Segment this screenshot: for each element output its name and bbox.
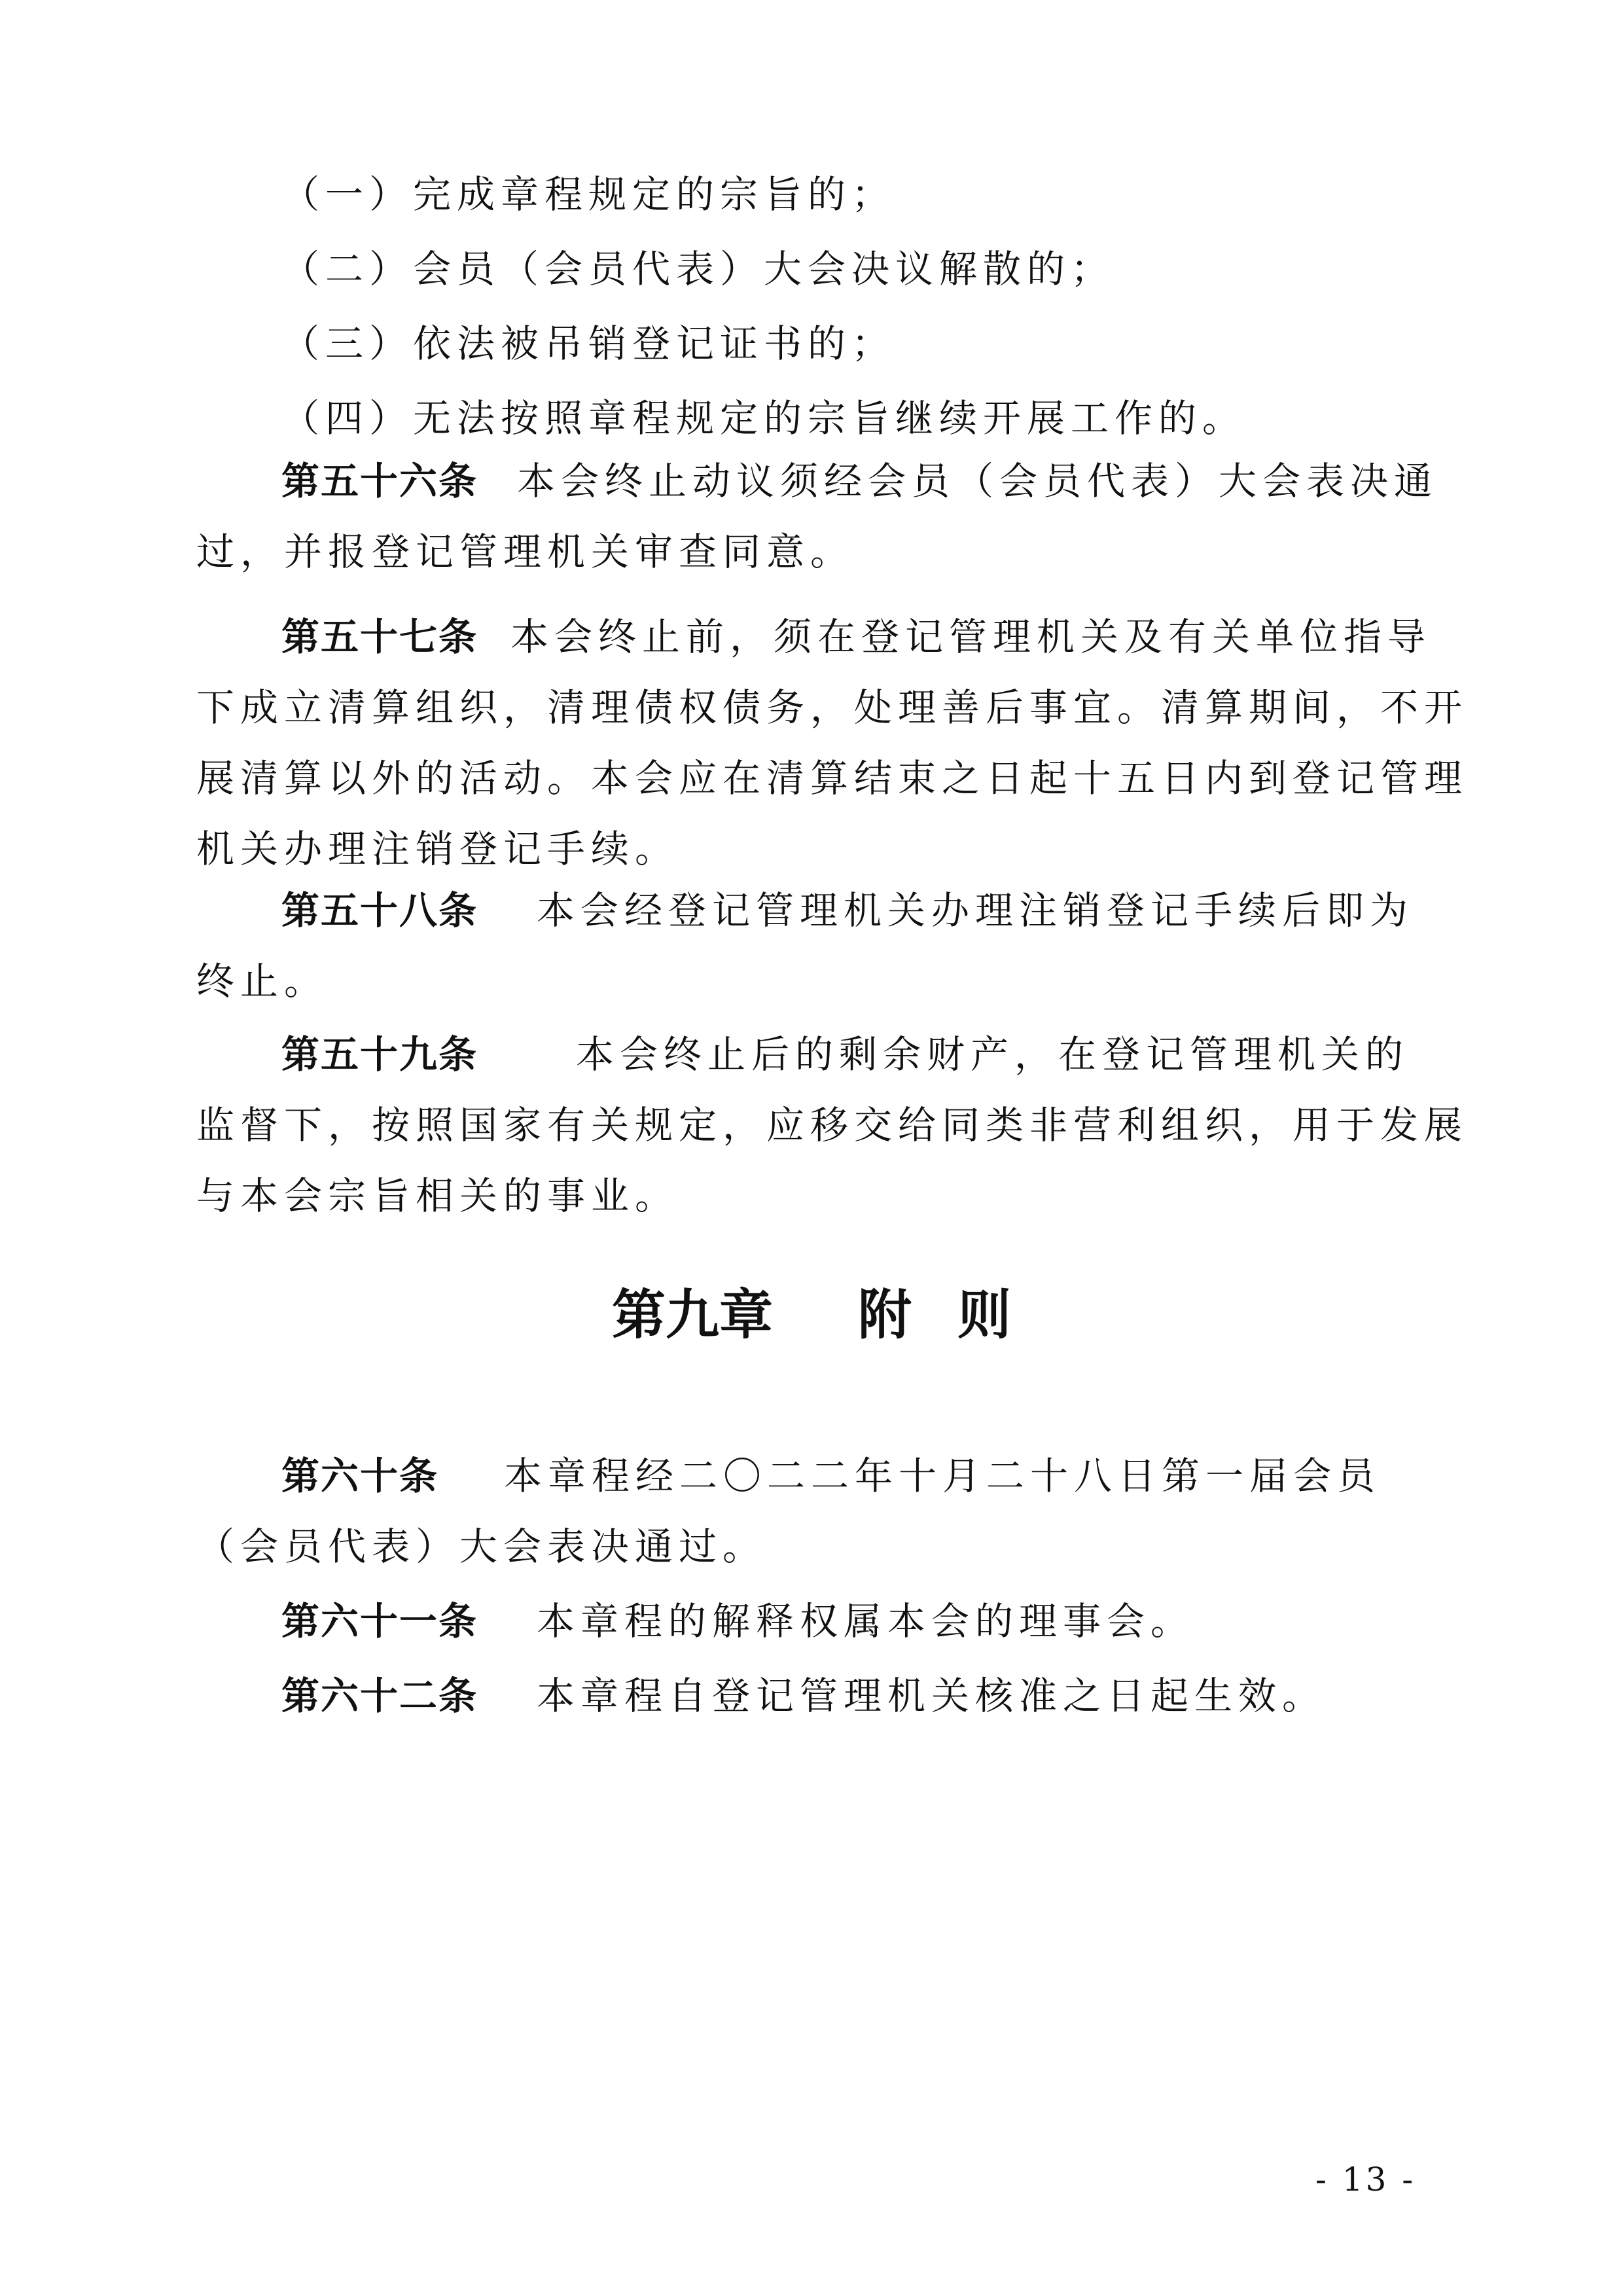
article-text: 本章程自登记管理机关核准之日起生效。 <box>537 1674 1327 1718</box>
article-57-continuation: 下成立清算组织，清理债权债务，处理善后事宜。清算期间，不开 <box>196 685 1469 730</box>
page-number: - 13 - <box>1315 2161 1416 2198</box>
article-58-line <box>281 888 1414 933</box>
article-label: 第五十六条 <box>281 459 478 503</box>
chapter-heading <box>0 1283 1623 1348</box>
article-text: 本章程的解释权属本会的理事会。 <box>537 1599 1195 1643</box>
article-label: 第六十一条 <box>281 1599 478 1643</box>
article-text: 本会终止前，须在登记管理机关及有关单位指导 <box>510 615 1432 659</box>
article-56-continuation: 过，并报登记管理机关审查同意。 <box>196 529 855 574</box>
list-item: （二）会员（会员代表）大会决议解散的； <box>281 247 1115 291</box>
list-item: （四）无法按照章程规定的宗旨继续开展工作的。 <box>281 396 1247 440</box>
article-text: 本会终止后的剩余财产，在登记管理机关的 <box>576 1032 1410 1077</box>
article-text: 本章程经二〇二二年十月二十八日第一届会员 <box>504 1454 1382 1498</box>
chapter-title-part: 附 <box>857 1284 912 1346</box>
article-59-continuation: 监督下，按照国家有关规定，应移交给同类非营利组织，用于发展 <box>196 1103 1469 1147</box>
chapter-title-part: 则 <box>957 1284 1012 1346</box>
article-text: 本会终止动议须经会员（会员代表）大会表决通 <box>517 459 1438 503</box>
list-item: （三）依法被吊销登记证书的； <box>281 321 896 366</box>
chapter-number: 第九章 <box>611 1284 773 1346</box>
article-label: 第五十八条 <box>281 888 478 933</box>
article-label: 第六十条 <box>281 1454 439 1498</box>
article-58-continuation: 终止。 <box>196 959 329 1003</box>
article-57-continuation: 展清算以外的活动。本会应在清算结束之日起十五日内到登记管理 <box>196 756 1469 800</box>
article-59-line <box>281 1031 1409 1077</box>
article-label: 第五十七条 <box>281 615 478 659</box>
article-57-line <box>281 614 1431 660</box>
article-label: 第六十二条 <box>281 1674 478 1718</box>
article-62-line <box>281 1673 1326 1719</box>
article-60-continuation: （会员代表）大会表决通过。 <box>196 1524 767 1569</box>
list-item: （一）完成章程规定的宗旨的； <box>281 172 896 217</box>
article-57-continuation: 机关办理注销登记手续。 <box>196 827 679 871</box>
article-60-line <box>281 1453 1381 1499</box>
article-61-line <box>281 1598 1194 1644</box>
article-59-continuation: 与本会宗旨相关的事业。 <box>196 1174 679 1218</box>
article-56-line <box>281 458 1438 504</box>
article-text: 本会经登记管理机关办理注销登记手续后即为 <box>537 888 1414 933</box>
article-label: 第五十九条 <box>281 1032 478 1077</box>
